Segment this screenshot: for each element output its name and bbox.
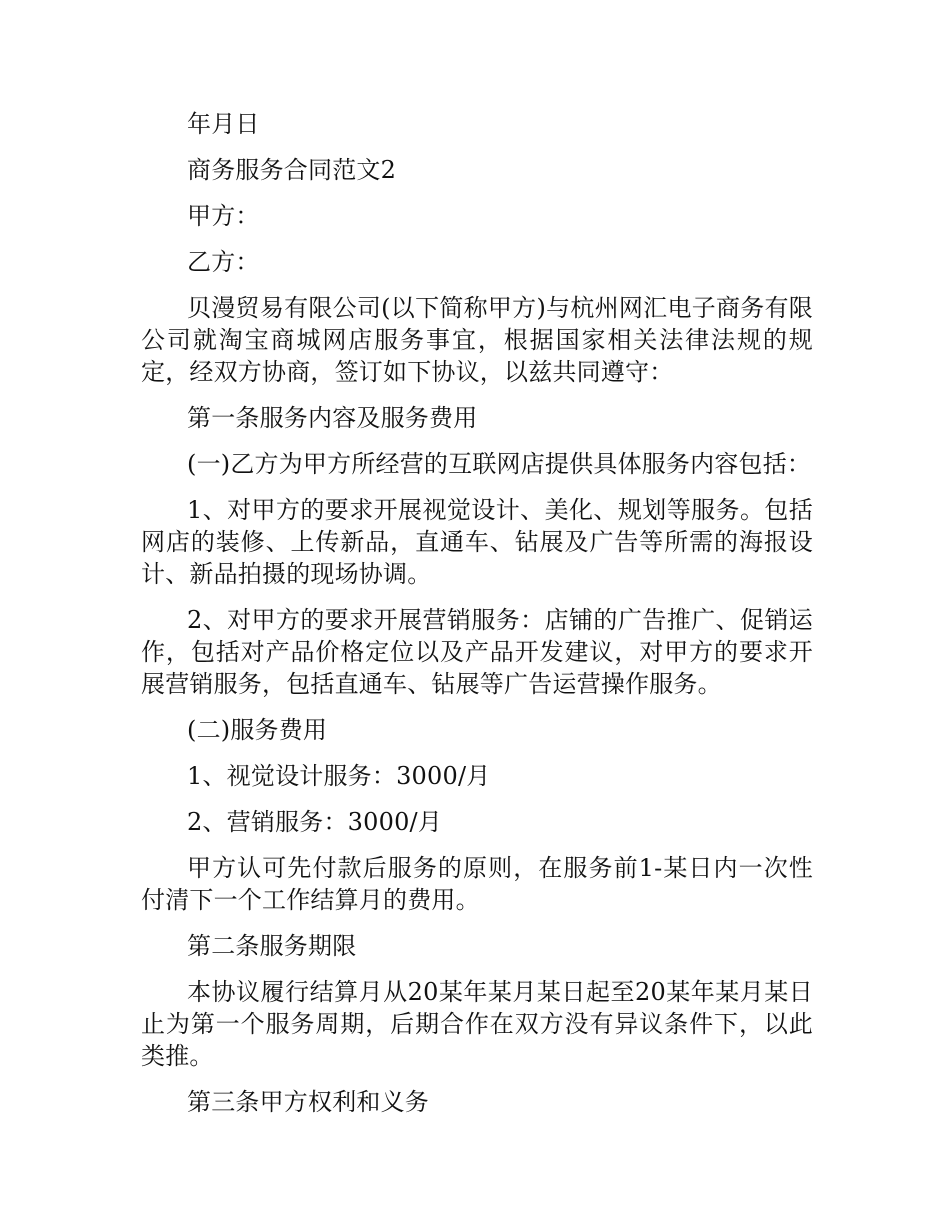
document-title: 商务服务合同范文2: [187, 156, 397, 184]
section-1-heading: (一)乙方为甲方所经营的互联网店提供具体服务内容包括：: [187, 450, 812, 478]
fee-item-2: 2、营销服务：3000/月: [187, 808, 443, 836]
date-line: 年月日: [187, 110, 260, 138]
service-item-2: 2、对甲方的要求开展营销服务：店铺的广告推广、促销运作，包括对产品价格定位以及产品开发建议，对甲方的要求开展营销服务，包括直通车、钻展等广告运营操作服务。: [141, 606, 813, 698]
preamble-paragraph: 贝漫贸易有限公司(以下简称甲方)与杭州网汇电子商务有限公司就淘宝商城网店服务事宜，根据国家相关法律法规的规定，经双方协商，签订如下协议，以兹共同遵守：: [141, 294, 813, 386]
section-2-heading: (二)服务费用: [187, 716, 328, 744]
article-1-heading: 第一条服务内容及服务费用: [187, 404, 478, 432]
fee-item-1: 1、视觉设计服务：3000/月: [187, 762, 491, 790]
party-a-line: 甲方：: [187, 202, 260, 230]
payment-terms-paragraph: 甲方认可先付款后服务的原则，在服务前1-某日内一次性付清下一个工作结算月的费用。: [141, 854, 813, 914]
document-body: [141, 108, 813, 1132]
service-period-paragraph: 本协议履行结算月从20某年某月某日起至20某年某月某日止为第一个服务周期，后期合作在双方没有异议条件下，以此类推。: [141, 978, 813, 1070]
service-item-1: 1、对甲方的要求开展视觉设计、美化、规划等服务。包括网店的装修、上传新品，直通车、钻展及广告等所需的海报设计、新品拍摄的现场协调。: [141, 496, 813, 588]
party-b-line: 乙方：: [187, 248, 260, 276]
article-2-heading: 第二条服务期限: [187, 932, 357, 960]
article-3-heading: 第三条甲方权利和义务: [187, 1088, 429, 1116]
